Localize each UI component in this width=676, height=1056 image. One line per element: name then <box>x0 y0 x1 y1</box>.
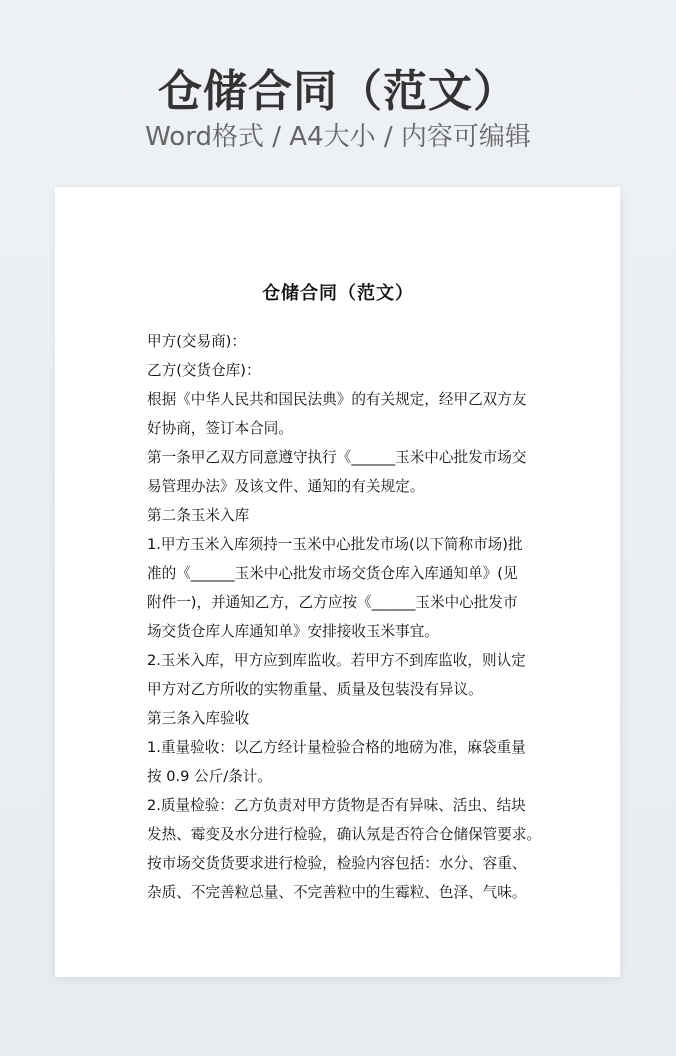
document-title: 仓储合同（范文） <box>262 283 414 304</box>
document-line: 按市场交货货要求进行检验，检验内容包括：水分、容重、 <box>147 855 527 872</box>
document-line: 好协商，签订本合同。 <box>147 420 293 437</box>
document-line: 场交货仓库人库通知单》安排接收玉米事宜。 <box>147 623 439 640</box>
document-line: 第三条入库验收 <box>147 710 250 727</box>
document-line: 甲方(交易商)： <box>147 333 246 350</box>
document-line: 按 0.9 公斤/条计。 <box>147 768 272 785</box>
document-line: 易管理办法》及该文件、通知的有关规定。 <box>147 478 425 495</box>
document-line: 准的《______玉米中心批发市场交货仓库入库通知单》(见 <box>147 565 518 582</box>
document-line: 附件一)，并通知乙方，乙方应按《______玉米中心批发市 <box>147 594 518 611</box>
document-line: 乙方(交货仓库)： <box>147 362 261 379</box>
document-body <box>147 327 542 907</box>
page-header <box>0 0 676 186</box>
document-line: 2.质量检验：乙方负责对甲方货物是否有异味、活虫、结块 <box>147 797 526 814</box>
document-line: 第二条玉米入库 <box>147 507 250 524</box>
document-line: 第一条甲乙双方同意遵守执行《______玉米中心批发市场交 <box>147 449 527 466</box>
page-subtitle: Word格式 / A4大小 / 内容可编辑 <box>145 122 531 152</box>
document-line: 1.重量验收：以乙方经计量检验合格的地磅为准，麻袋重量 <box>147 739 526 756</box>
document-line: 杂质、不完善粒总量、不完善粒中的生霉粒、色泽、气味。 <box>147 884 527 901</box>
document-line: 甲方对乙方所收的实物重量、质量及包装没有异议。 <box>147 681 483 698</box>
document-line: 1.甲方玉米入库须持一玉米中心批发市场(以下简称市场)批 <box>147 536 523 553</box>
document-line: 2.玉米入库，甲方应到库监收。若甲方不到库监收，则认定 <box>147 652 526 669</box>
document-line: 根据《中华人民共和国民法典》的有关规定，经甲乙双方友 <box>147 391 527 408</box>
page-title: 仓储合同（范文） <box>158 66 518 117</box>
document-line: 发热、霉变及水分进行检验，确认氖是否符合仓储保管要求。 <box>147 826 542 843</box>
